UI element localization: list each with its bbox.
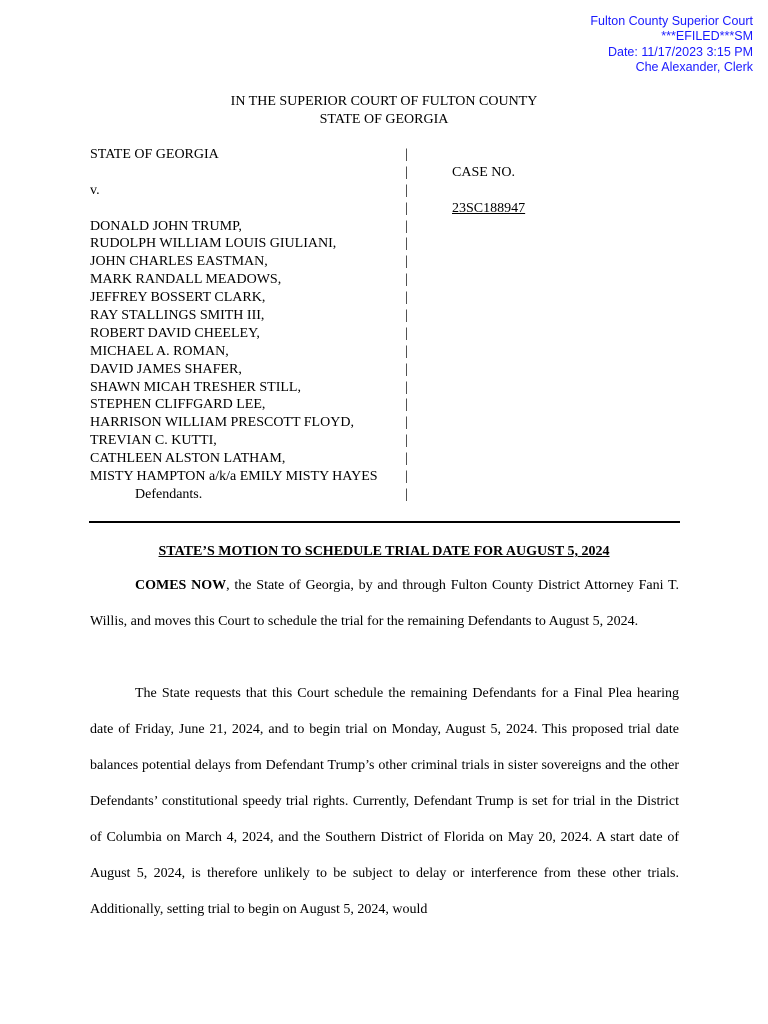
court-heading-line2: STATE OF GEORGIA bbox=[319, 112, 449, 127]
plaintiff-name: STATE OF GEORGIA bbox=[90, 147, 219, 162]
caption-bar: | bbox=[405, 182, 408, 198]
motion-paragraph-2: The State requests that this Court schedule the remaining Defendants for a Final Plea hearing date of Friday, June 21, 2024, and to begin trial on Monday, August 5, 2024. This proposed trial date balances potential delays from Defendant Trump’s other criminal trials in sister sovereigns and the other Defendants’ constitutional speedy trial rights. Currently, Defendant Trump is set for trial in the District of Columbia on March 4, 2024, and the Southern District of Florida on May 20, 2024. A start date of August 5, 2024, is therefore unlikely to be subject to delay or interference from these other trials. Additionally, setting trial to begin on August 5, 2024, would bbox=[90, 686, 679, 917]
motion-paragraph-1 bbox=[90, 568, 679, 640]
defendant-name: TREVIAN C. KUTTI, bbox=[90, 433, 217, 449]
caption-bar: | bbox=[405, 325, 408, 341]
defendant-name: DAVID JAMES SHAFER, bbox=[90, 361, 242, 377]
defendant-name: RUDOLPH WILLIAM LOUIS GIULIANI, bbox=[90, 236, 337, 252]
caption-bar: | bbox=[405, 200, 408, 216]
versus-label: v. bbox=[90, 182, 100, 198]
defendant-name: DONALD JOHN TRUMP, bbox=[90, 218, 242, 234]
defendant-name: JEFFREY BOSSERT CLARK, bbox=[90, 290, 266, 306]
efile-status: ***EFILED***SM bbox=[661, 29, 753, 44]
case-number: 23SC188947 bbox=[452, 201, 526, 216]
defendant-list bbox=[90, 218, 378, 486]
caption-bar: | bbox=[405, 147, 408, 162]
caption-bar: | bbox=[405, 272, 408, 288]
caption-bar: | bbox=[405, 379, 408, 395]
caption-bar: | bbox=[405, 254, 408, 270]
efile-clerk: Che Alexander, Clerk bbox=[635, 60, 753, 75]
caption-spacer bbox=[90, 200, 378, 218]
caption-bar: | bbox=[405, 308, 408, 324]
case-number-label: CASE NO. bbox=[452, 165, 516, 180]
caption-spacer bbox=[90, 164, 378, 182]
caption-rule bbox=[89, 521, 680, 523]
defendant-name: JOHN CHARLES EASTMAN, bbox=[90, 254, 268, 270]
caption-bar: | bbox=[405, 397, 408, 413]
defendant-name: SHAWN MICAH TRESHER STILL, bbox=[90, 379, 301, 395]
court-heading bbox=[0, 93, 768, 129]
caption-bar: | bbox=[405, 218, 408, 234]
defendant-name: MICHAEL A. ROMAN, bbox=[90, 343, 229, 359]
caption-bar: | bbox=[405, 469, 408, 485]
caption-bar: | bbox=[405, 433, 408, 449]
efile-date: Date: 11/17/2023 3:15 PM bbox=[607, 44, 753, 59]
comes-now-lead: COMES NOW bbox=[135, 578, 227, 593]
defendant-name: RAY STALLINGS SMITH III, bbox=[90, 308, 265, 324]
caption-bar: | bbox=[405, 486, 408, 502]
defendants-label: Defendants. bbox=[135, 486, 203, 502]
court-heading-line1: IN THE SUPERIOR COURT OF FULTON COUNTY bbox=[230, 94, 538, 109]
defendant-name: CATHLEEN ALSTON LATHAM, bbox=[90, 451, 286, 467]
motion-title: STATE’S MOTION TO SCHEDULE TRIAL DATE FOR AUGUST 5, 2024 bbox=[158, 544, 610, 559]
caption-bar: | bbox=[405, 164, 408, 180]
caption-divider bbox=[405, 146, 408, 504]
defendant-name: STEPHEN CLIFFGARD LEE, bbox=[90, 397, 266, 413]
caption-bar: | bbox=[405, 290, 408, 306]
defendant-name: MISTY HAMPTON a/k/a EMILY MISTY HAYES bbox=[90, 469, 378, 485]
caption-bar: | bbox=[405, 415, 408, 431]
caption-bar: | bbox=[405, 361, 408, 377]
caption-bar: | bbox=[405, 236, 408, 252]
paragraph-1-text: , the State of Georgia, by and through Fulton County District Attorney Fani T. Willis, and moves this Court to schedule the trial for the remaining Defendants to August 5, 2024. bbox=[90, 578, 679, 629]
caption-bar: | bbox=[405, 343, 408, 359]
defendant-name: ROBERT DAVID CHEELEY, bbox=[90, 325, 260, 341]
caption-bar: | bbox=[405, 451, 408, 467]
defendant-name: HARRISON WILLIAM PRESCOTT FLOYD, bbox=[90, 415, 354, 431]
defendant-name: MARK RANDALL MEADOWS, bbox=[90, 272, 282, 288]
case-caption bbox=[90, 146, 378, 504]
efile-stamp bbox=[590, 14, 753, 76]
efile-court: Fulton County Superior Court bbox=[590, 14, 753, 28]
